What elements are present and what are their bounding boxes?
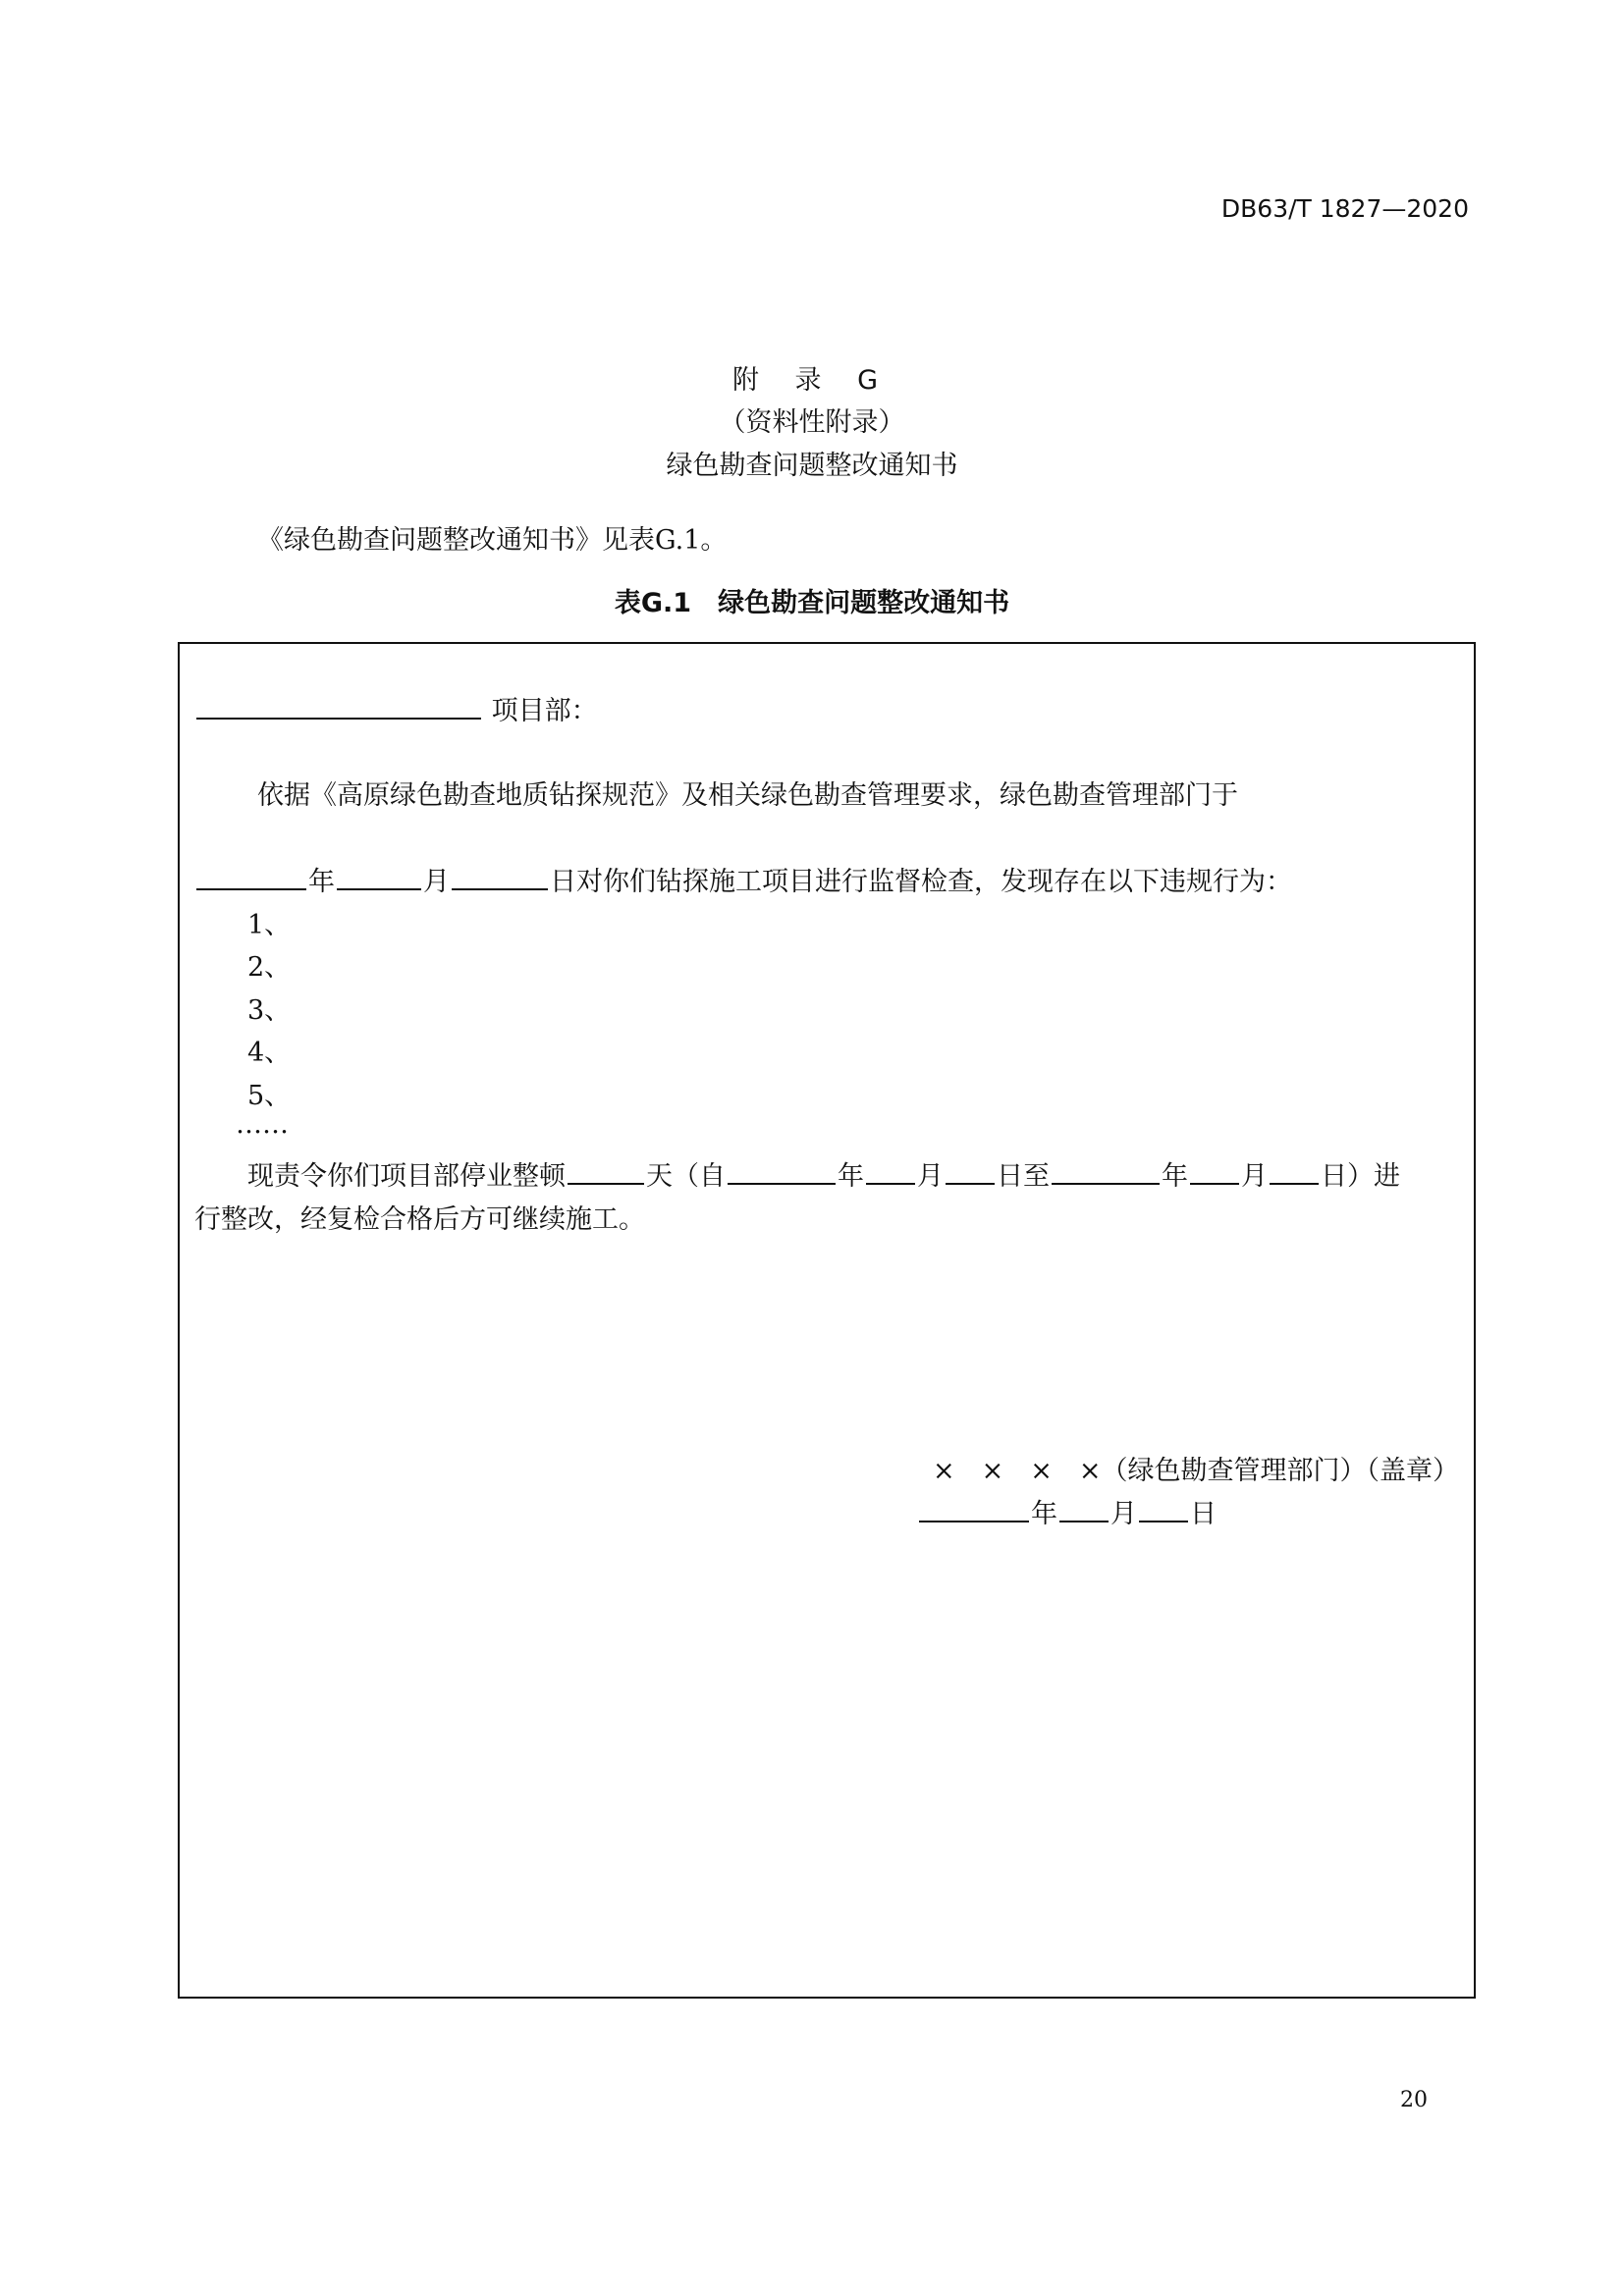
page-number: 20 (1400, 2088, 1428, 2112)
suspension-days-blank[interactable] (568, 1182, 644, 1185)
end-month-label: 月 (1241, 1161, 1268, 1192)
end-year-label: 年 (1162, 1161, 1188, 1192)
start-year-label: 年 (838, 1161, 864, 1192)
sign-month-label: 月 (1110, 1499, 1137, 1529)
notice-table-frame (178, 642, 1476, 1999)
addressee-suffix: 项目部： (491, 696, 598, 726)
start-month-blank[interactable] (866, 1182, 915, 1185)
sign-year-label: 年 (1031, 1499, 1057, 1529)
inspection-month-label: 月 (423, 867, 450, 897)
appendix-type: （资料性附录） (719, 407, 905, 438)
inspection-year-label: 年 (308, 867, 335, 897)
sign-year-blank[interactable] (919, 1520, 1029, 1522)
inspection-date-line (194, 860, 1292, 898)
addressee-blank[interactable] (196, 717, 481, 720)
violation-item-3: 3、 (247, 995, 292, 1026)
start-day-blank[interactable] (946, 1182, 995, 1185)
inspection-year-blank[interactable] (196, 887, 306, 890)
order-line-2: 行整改，经复检合格后方可继续施工。 (194, 1204, 645, 1235)
addressee-line (194, 689, 598, 727)
start-month-label: 月 (917, 1161, 944, 1192)
violation-item-4: 4、 (247, 1038, 292, 1068)
sign-day-label: 日 (1190, 1499, 1217, 1529)
sign-month-blank[interactable] (1059, 1520, 1109, 1522)
end-year-blank[interactable] (1052, 1182, 1160, 1185)
inspection-day-blank[interactable] (452, 887, 548, 890)
intro-paragraph: 《绿色勘查问题整改通知书》见表G.1。 (257, 525, 728, 556)
inspection-day-text: 日对你们钻探施工项目进行监督检查，发现存在以下违规行为： (550, 867, 1292, 897)
order-line (247, 1154, 1400, 1193)
violation-ellipsis: …… (236, 1109, 289, 1140)
signer-line: × × × ×（绿色勘查管理部门）（盖章） (933, 1456, 1459, 1486)
end-day-blank[interactable] (1270, 1182, 1319, 1185)
order-end-label: 日）进 (1321, 1161, 1400, 1192)
order-text-a: 现责令你们项目部停业整顿 (247, 1161, 566, 1192)
appendix-name: 绿色勘查问题整改通知书 (666, 451, 958, 481)
start-year-blank[interactable] (728, 1182, 836, 1185)
inspection-month-blank[interactable] (337, 887, 421, 890)
order-to-label: 日至 (997, 1161, 1050, 1192)
end-month-blank[interactable] (1190, 1182, 1239, 1185)
violation-item-5: 5、 (247, 1081, 292, 1111)
violation-item-1: 1、 (247, 910, 292, 940)
basis-text: 依据《高原绿色勘查地质钻探规范》及相关绿色勘查管理要求，绿色勘查管理部门于 (257, 780, 1238, 811)
order-days-label: 天（自 (646, 1161, 726, 1192)
document-code: DB63/T 1827—2020 (1220, 194, 1469, 223)
sign-date-line (917, 1492, 1217, 1530)
sign-day-blank[interactable] (1139, 1520, 1188, 1522)
violation-item-2: 2、 (247, 952, 292, 983)
table-caption: 表G.1 绿色勘查问题整改通知书 (614, 588, 1010, 618)
appendix-title: 附 录 G (731, 365, 893, 396)
